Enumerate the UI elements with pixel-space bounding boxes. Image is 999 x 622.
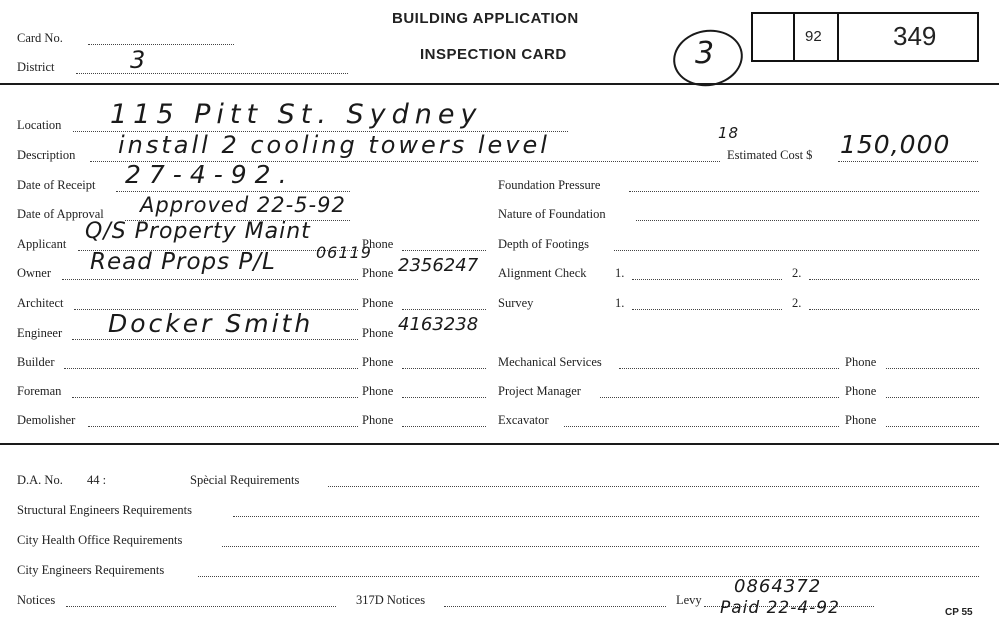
survey-2-label: 2.	[792, 296, 802, 310]
card-no-label: Card No.	[17, 31, 63, 45]
district-value: 3	[130, 46, 147, 74]
special-requirements-label: Spècial Requirements	[190, 473, 300, 487]
number-box-prefix	[793, 12, 839, 62]
alignment-2-label: 2.	[792, 266, 802, 280]
builder-field[interactable]	[64, 368, 358, 369]
owner-phone-value: 2356247	[398, 255, 479, 276]
applicant-label: Applicant	[17, 237, 67, 251]
foundation-pressure-label: Foundation Pressure	[498, 178, 601, 192]
date-receipt-field[interactable]	[116, 191, 350, 192]
foundation-pressure-field[interactable]	[629, 191, 979, 192]
owner-field[interactable]	[62, 279, 358, 280]
foreman-field[interactable]	[72, 397, 358, 398]
notices-field[interactable]	[66, 606, 336, 607]
district-label: District	[17, 60, 55, 74]
foreman-phone-label: Phone	[362, 384, 394, 398]
excavator-phone-label: Phone	[845, 413, 877, 427]
number-box-main	[837, 12, 979, 62]
location-value: 115 Pitt St. Sydney	[110, 99, 483, 130]
builder-label: Builder	[17, 355, 55, 369]
mechanical-field[interactable]	[619, 368, 839, 369]
demolisher-phone-label: Phone	[362, 413, 394, 427]
alignment-check-label: Alignment Check	[498, 266, 587, 280]
applicant-phone-field[interactable]	[402, 250, 486, 251]
city-engineers-label: City Engineers Requirements	[17, 563, 165, 577]
architect-phone-field[interactable]	[402, 309, 486, 310]
estimated-cost-field[interactable]	[838, 161, 978, 162]
architect-label: Architect	[17, 296, 64, 310]
structural-label: Structural Engineers Requirements	[17, 503, 192, 517]
foreman-phone-field[interactable]	[402, 397, 486, 398]
header-divider	[0, 83, 999, 85]
special-requirements-field[interactable]	[328, 486, 979, 487]
survey-label: Survey	[498, 296, 534, 310]
number-prefix: 92	[805, 28, 822, 45]
engineer-label: Engineer	[17, 326, 63, 340]
mechanical-phone-field[interactable]	[886, 368, 979, 369]
applicant-extra: 06119	[316, 243, 372, 262]
engineer-field[interactable]	[72, 339, 358, 340]
excavator-label: Excavator	[498, 413, 549, 427]
health-label: City Health Office Requirements	[17, 533, 183, 547]
excavator-field[interactable]	[564, 426, 839, 427]
levy-label: Levy	[676, 593, 702, 607]
paid-value: Paid 22-4-92	[720, 598, 840, 618]
date-receipt-label: Date of Receipt	[17, 178, 96, 192]
owner-label: Owner	[17, 266, 52, 280]
location-label: Location	[17, 118, 62, 132]
estimated-cost-label: Estimated Cost $	[727, 148, 813, 162]
date-approval-value: Approved 22-5-92	[140, 193, 346, 217]
description-label: Description	[17, 148, 76, 162]
card-no-field[interactable]	[88, 44, 234, 45]
mechanical-phone-label: Phone	[845, 355, 877, 369]
builder-phone-label: Phone	[362, 355, 394, 369]
date-approval-label: Date of Approval	[17, 207, 104, 221]
date-receipt-value: 27-4-92.	[125, 160, 295, 189]
title-line-2: INSPECTION CARD	[420, 46, 567, 63]
da-no-label: D.A. No.	[17, 473, 63, 487]
title-line-1: BUILDING APPLICATION	[392, 10, 579, 27]
alignment-2-field[interactable]	[809, 279, 979, 280]
description-value: install 2 cooling towers level	[118, 131, 550, 159]
nature-foundation-label: Nature of Foundation	[498, 207, 606, 221]
da-no-value: 44 :	[87, 473, 107, 487]
engineer-phone-value: 4163238	[398, 314, 479, 335]
survey-1-field[interactable]	[632, 309, 782, 310]
builder-phone-field[interactable]	[402, 368, 486, 369]
health-field[interactable]	[222, 546, 979, 547]
form-code: CP 55	[945, 607, 973, 618]
project-manager-phone-field[interactable]	[886, 397, 979, 398]
project-manager-label: Project Manager	[498, 384, 581, 398]
project-manager-field[interactable]	[600, 397, 839, 398]
number-box-empty	[751, 12, 795, 62]
structural-field[interactable]	[233, 516, 979, 517]
city-engineers-field[interactable]	[198, 576, 979, 577]
mechanical-label: Mechanical Services	[498, 355, 602, 369]
circled-number: 3	[695, 36, 716, 71]
engineer-phone-label: Phone	[362, 326, 394, 340]
survey-2-field[interactable]	[809, 309, 979, 310]
applicant-phone-label: Phone	[362, 237, 394, 251]
demolisher-phone-field[interactable]	[402, 426, 486, 427]
nature-foundation-field[interactable]	[636, 220, 979, 221]
description-superscript: 18	[718, 124, 740, 142]
applicant-value: Q/S Property Maint	[85, 219, 311, 244]
alignment-1-label: 1.	[615, 266, 625, 280]
depth-footings-field[interactable]	[614, 250, 979, 251]
survey-1-label: 1.	[615, 296, 625, 310]
owner-phone-label: Phone	[362, 266, 394, 280]
notices-label: Notices	[17, 593, 56, 607]
alignment-1-field[interactable]	[632, 279, 782, 280]
project-manager-phone-label: Phone	[845, 384, 877, 398]
demolisher-label: Demolisher	[17, 413, 76, 427]
details-divider	[0, 443, 999, 445]
demolisher-field[interactable]	[88, 426, 358, 427]
estimated-cost-value: 150,000	[840, 130, 951, 159]
excavator-phone-field[interactable]	[886, 426, 979, 427]
foreman-label: Foreman	[17, 384, 62, 398]
owner-value: Read Props P/L	[90, 249, 276, 275]
notices-317d-field[interactable]	[444, 606, 666, 607]
notices-317d-label: 317D Notices	[356, 593, 426, 607]
district-field[interactable]	[76, 73, 348, 74]
card-number: 349	[893, 21, 937, 51]
engineer-value: Docker Smith	[108, 309, 314, 338]
levy-value: 0864372	[734, 576, 822, 597]
architect-phone-label: Phone	[362, 296, 394, 310]
depth-footings-label: Depth of Footings	[498, 237, 589, 251]
